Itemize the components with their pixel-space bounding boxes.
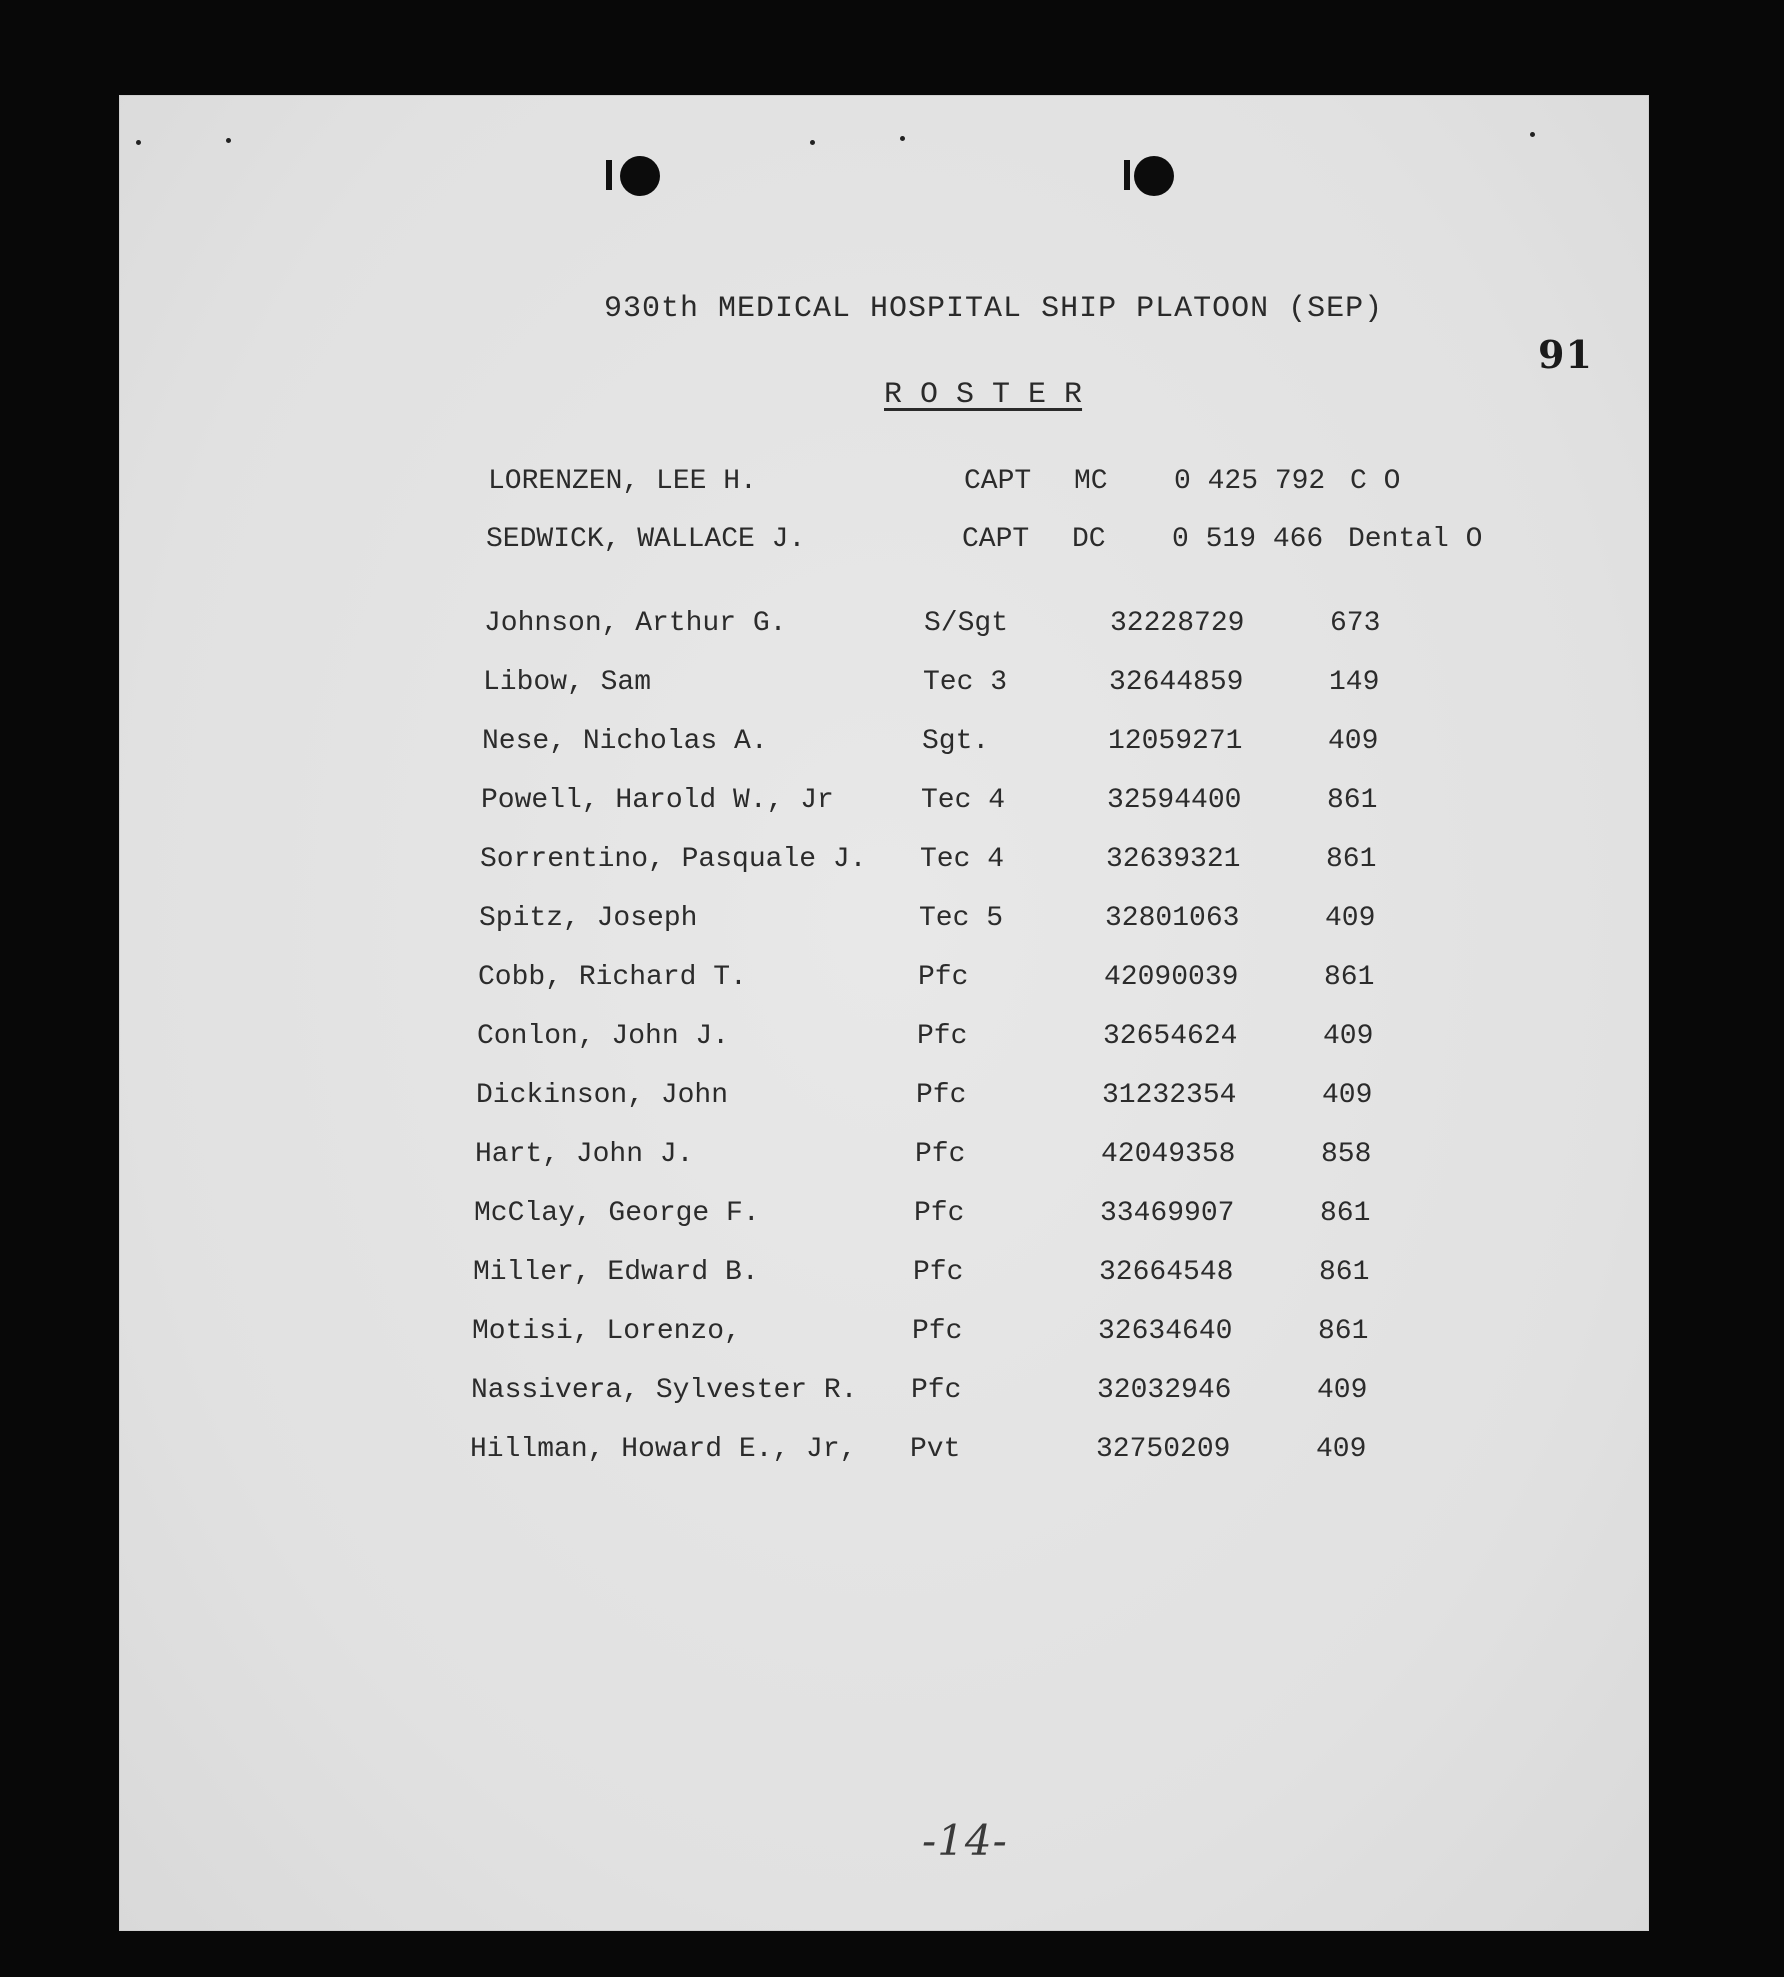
document-title: 930th MEDICAL HOSPITAL SHIP PLATOON (SEP) xyxy=(604,292,1384,326)
dust-speck xyxy=(1530,132,1535,137)
member-serial-number: 33469907 xyxy=(1100,1198,1235,1229)
member-name: Motisi, Lorenzo, xyxy=(472,1316,741,1347)
roster-row xyxy=(474,1198,1374,1238)
dust-speck xyxy=(900,136,905,141)
member-name: Libow, Sam xyxy=(483,667,652,698)
member-mos-code: 861 xyxy=(1320,1198,1371,1229)
member-mos-code: 861 xyxy=(1319,1257,1370,1288)
member-name: Spitz, Joseph xyxy=(479,903,698,934)
member-serial-number: 32750209 xyxy=(1096,1434,1231,1465)
punch-hole-right-mark xyxy=(1124,160,1130,190)
dust-speck xyxy=(226,138,231,143)
member-rank: Sgt. xyxy=(922,726,990,757)
member-serial-number: 32228729 xyxy=(1110,608,1245,639)
punch-hole-left xyxy=(620,156,660,196)
member-mos-code: 409 xyxy=(1328,726,1379,757)
member-name: Powell, Harold W., Jr xyxy=(481,785,834,816)
member-mos-code: 861 xyxy=(1324,962,1375,993)
member-mos-code: 861 xyxy=(1318,1316,1369,1347)
corner-page-number: 91 xyxy=(1538,332,1593,377)
punch-hole-left-mark xyxy=(606,160,612,190)
member-name: Hart, John J. xyxy=(475,1139,694,1170)
member-rank: Tec 4 xyxy=(920,844,1005,875)
member-serial-number: 42049358 xyxy=(1101,1139,1236,1170)
member-rank: Tec 5 xyxy=(919,903,1004,934)
officer-row xyxy=(488,466,1488,506)
member-name: Conlon, John J. xyxy=(477,1021,730,1052)
member-rank: S/Sgt xyxy=(924,608,1009,639)
roster-row xyxy=(482,726,1382,766)
member-rank: Pfc xyxy=(918,962,969,993)
roster-row xyxy=(479,903,1379,943)
roster-row xyxy=(478,962,1378,1002)
officer-duty: C O xyxy=(1350,466,1401,497)
roster-row xyxy=(471,1375,1371,1415)
member-rank: Pvt xyxy=(910,1434,961,1465)
member-rank: Pfc xyxy=(916,1080,967,1111)
bottom-page-number: -14- xyxy=(922,1816,1008,1865)
officer-serial-number: 0 519 466 xyxy=(1172,524,1324,555)
officer-corps: MC xyxy=(1074,466,1108,497)
member-name: McClay, George F. xyxy=(474,1198,760,1229)
roster-row xyxy=(476,1080,1376,1120)
member-serial-number: 42090039 xyxy=(1104,962,1239,993)
roster-row xyxy=(473,1257,1373,1297)
member-serial-number: 32644859 xyxy=(1109,667,1244,698)
member-name: Hillman, Howard E., Jr, xyxy=(470,1434,857,1465)
officer-rank: CAPT xyxy=(964,466,1032,497)
member-serial-number: 32664548 xyxy=(1099,1257,1234,1288)
member-mos-code: 673 xyxy=(1330,608,1381,639)
roster-heading: R O S T E R xyxy=(884,378,1083,412)
member-serial-number: 31232354 xyxy=(1102,1080,1237,1111)
member-serial-number: 32801063 xyxy=(1105,903,1240,934)
roster-row xyxy=(477,1021,1377,1061)
member-serial-number: 12059271 xyxy=(1108,726,1243,757)
member-name: Cobb, Richard T. xyxy=(478,962,747,993)
officer-name: SEDWICK, WALLACE J. xyxy=(486,524,806,555)
member-rank: Pfc xyxy=(914,1198,965,1229)
roster-row xyxy=(470,1434,1370,1474)
member-serial-number: 32654624 xyxy=(1103,1021,1238,1052)
member-rank: Pfc xyxy=(915,1139,966,1170)
member-rank: Pfc xyxy=(911,1375,962,1406)
member-rank: Pfc xyxy=(912,1316,963,1347)
roster-row xyxy=(475,1139,1375,1179)
member-mos-code: 409 xyxy=(1316,1434,1367,1465)
dust-speck xyxy=(136,140,141,145)
officer-row xyxy=(486,524,1486,564)
member-mos-code: 861 xyxy=(1327,785,1378,816)
member-serial-number: 32594400 xyxy=(1107,785,1242,816)
member-name: Dickinson, John xyxy=(476,1080,729,1111)
roster-row xyxy=(481,785,1381,825)
member-rank: Pfc xyxy=(913,1257,964,1288)
officer-name: LORENZEN, LEE H. xyxy=(488,466,757,497)
officer-corps: DC xyxy=(1072,524,1106,555)
member-name: Nassivera, Sylvester R. xyxy=(471,1375,858,1406)
officer-duty: Dental O xyxy=(1348,524,1483,555)
member-mos-code: 409 xyxy=(1317,1375,1368,1406)
member-mos-code: 861 xyxy=(1326,844,1377,875)
roster-row xyxy=(480,844,1380,884)
member-serial-number: 32634640 xyxy=(1098,1316,1233,1347)
document-page xyxy=(120,96,1648,1930)
roster-row xyxy=(483,667,1383,707)
officer-rank: CAPT xyxy=(962,524,1030,555)
member-mos-code: 409 xyxy=(1323,1021,1374,1052)
member-rank: Tec 4 xyxy=(921,785,1006,816)
member-mos-code: 409 xyxy=(1322,1080,1373,1111)
dust-speck xyxy=(810,140,815,145)
member-name: Nese, Nicholas A. xyxy=(482,726,768,757)
roster-row xyxy=(472,1316,1372,1356)
member-rank: Tec 3 xyxy=(923,667,1008,698)
member-mos-code: 149 xyxy=(1329,667,1380,698)
member-name: Miller, Edward B. xyxy=(473,1257,759,1288)
member-mos-code: 858 xyxy=(1321,1139,1372,1170)
member-rank: Pfc xyxy=(917,1021,968,1052)
member-mos-code: 409 xyxy=(1325,903,1376,934)
member-name: Sorrentino, Pasquale J. xyxy=(480,844,867,875)
member-serial-number: 32032946 xyxy=(1097,1375,1232,1406)
officer-serial-number: 0 425 792 xyxy=(1174,466,1326,497)
member-serial-number: 32639321 xyxy=(1106,844,1241,875)
member-name: Johnson, Arthur G. xyxy=(484,608,787,639)
punch-hole-right xyxy=(1134,156,1174,196)
roster-row xyxy=(484,608,1384,648)
